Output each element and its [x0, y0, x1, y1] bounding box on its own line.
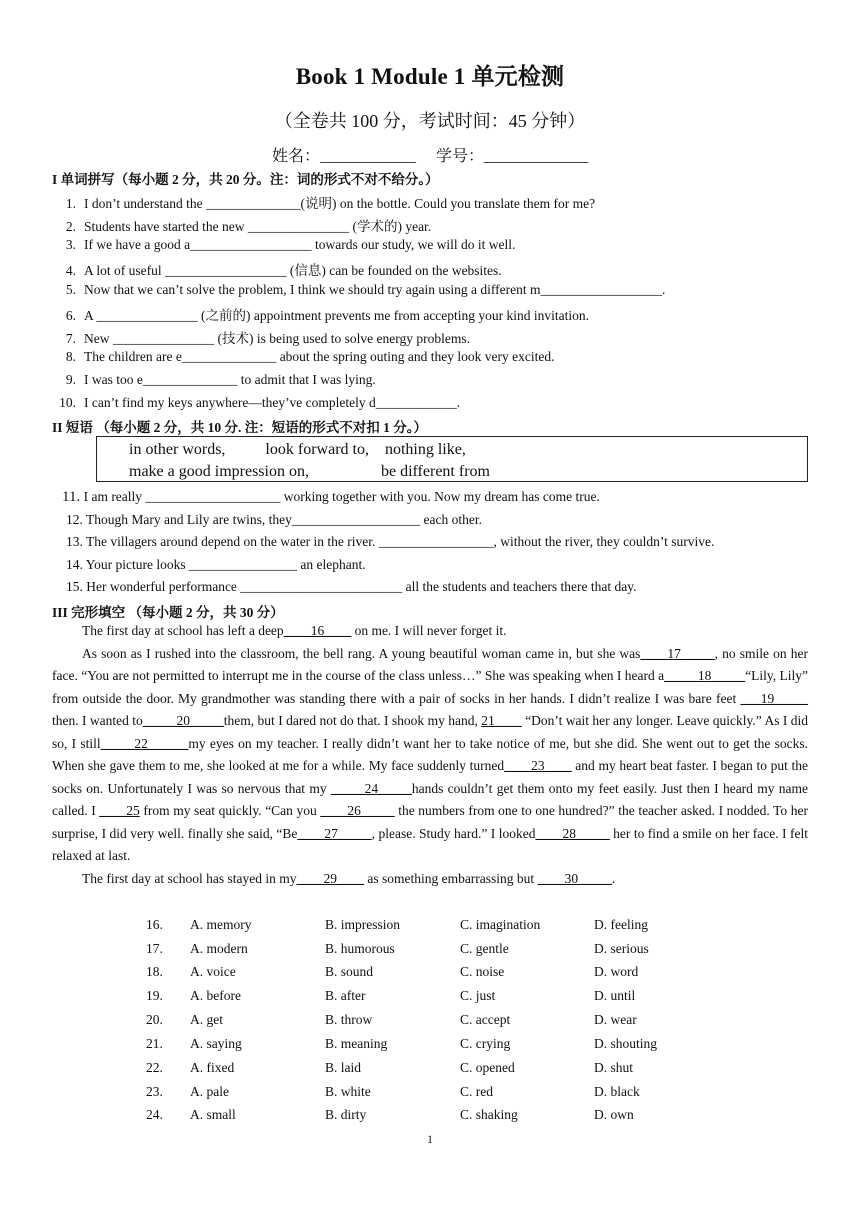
passage-text: her to find a smile on her face. I felt relaxed at last. — [52, 825, 808, 863]
passage-text: from my seat quickly. “Can you — [139, 803, 321, 818]
option-a[interactable]: A. pale — [190, 1084, 229, 1099]
option-b[interactable]: B. after — [325, 988, 366, 1003]
option-b[interactable]: B. laid — [325, 1060, 361, 1075]
option-b[interactable]: B. dirty — [325, 1107, 367, 1122]
question-number: 12. — [66, 512, 83, 527]
question-number: 14. — [66, 557, 83, 572]
id-field[interactable]: 学号：_____________ — [436, 148, 589, 165]
question-number: 6. — [65, 308, 76, 323]
question-1 — [52, 192, 595, 212]
option-number: 19. — [146, 988, 163, 1003]
option-c[interactable]: C. red — [460, 1084, 493, 1099]
option-b[interactable]: B. sound — [325, 964, 374, 979]
question-text: Students have started the new _______________ (学术的) year. — [84, 219, 432, 234]
question-text: New _______________ (技术) is being used to solve energy problems. — [84, 331, 470, 346]
option-c[interactable]: C. just — [460, 988, 496, 1003]
option-c[interactable]: C. crying — [460, 1036, 511, 1051]
question-2 — [52, 215, 431, 235]
option-a[interactable]: A. fixed — [190, 1060, 235, 1075]
question-10 — [52, 395, 460, 411]
page-subtitle: （全卷共 100 分，考试时间：45 分钟） — [274, 111, 586, 131]
question-number: 9. — [65, 372, 76, 387]
blank-19[interactable]: ___19_____ — [740, 690, 808, 706]
option-d[interactable]: D. shut — [594, 1060, 634, 1075]
question-14 — [66, 557, 366, 573]
passage-text: The first day at school has stayed in my — [82, 870, 297, 886]
question-number: 7. — [65, 331, 76, 346]
option-c[interactable]: C. shaking — [460, 1107, 518, 1122]
option-a[interactable]: A. get — [190, 1012, 223, 1027]
question-13 — [66, 534, 714, 550]
question-number: 11. — [62, 489, 81, 505]
passage-text: The first day at school has left a deep — [82, 623, 284, 638]
question-text: If we have a good a__________________ towards our study, we will do it well. — [84, 237, 516, 252]
question-text: A lot of useful __________________ (信息) can be founded on the websites. — [84, 263, 502, 278]
blank-24[interactable]: _____24_____ — [330, 780, 412, 796]
question-number: 13. — [66, 534, 83, 549]
passage-paragraph-1 — [52, 620, 808, 643]
option-d[interactable]: D. own — [594, 1107, 634, 1122]
passage-paragraph-2 — [52, 643, 808, 868]
option-c[interactable]: C. gentle — [460, 941, 509, 956]
page-number: 1 — [427, 1132, 433, 1146]
question-number: 5. — [65, 282, 76, 297]
question-text: Now that we can’t solve the problem, I think we should try again using a different m__________________. — [84, 282, 666, 297]
question-4 — [52, 259, 502, 279]
question-text: Your picture looks ________________ an elephant. — [85, 557, 366, 572]
passage-text: on me. I will never forget it. — [351, 623, 507, 638]
option-a[interactable]: A. saying — [190, 1036, 242, 1051]
blank-16[interactable]: ____16____ — [283, 623, 352, 638]
question-number: 4. — [65, 263, 76, 278]
option-number: 18. — [146, 964, 163, 979]
question-5 — [52, 282, 665, 298]
option-a[interactable]: A. small — [190, 1107, 236, 1122]
question-text: Though Mary and Lily are twins, they___________________ each other. — [86, 512, 482, 527]
option-number: 20. — [146, 1012, 163, 1027]
blank-18[interactable]: _____18_____ — [664, 668, 746, 683]
question-number: 3. — [65, 237, 76, 252]
blank-17[interactable]: ____17_____ — [640, 645, 715, 661]
blank-29[interactable]: ____29____ — [296, 870, 364, 886]
phrase-bank-box — [96, 436, 808, 482]
passage-text: hands couldn’t get them onto my feet easily. Just then I heard my name called. I — [52, 780, 808, 818]
blank-25[interactable]: ____25 — [99, 803, 140, 818]
question-8 — [52, 349, 555, 365]
blank-28[interactable]: ____28_____ — [535, 825, 610, 841]
passage-text: “Lily, Lily” from outside the door. My grandmother was standing there with a pair of socks in her hands. I didn’t realize I was bare feet — [52, 668, 808, 706]
question-text: The villagers around depend on the water in the river. _________________, without the river, they couldn’t survive. — [86, 534, 715, 549]
option-number: 24. — [146, 1107, 163, 1122]
question-15 — [66, 579, 636, 595]
passage-text: as something embarrassing but — [363, 870, 538, 886]
question-text: I can’t find my keys anywhere—they’ve completely d____________. — [84, 395, 461, 410]
option-c[interactable]: C. imagination — [460, 917, 541, 932]
passage-text: the numbers from one to one hundred?” the teacher asked. I nodded. To her surprise, I did very well. finally she said, “Be — [52, 803, 808, 841]
blank-26[interactable]: ____26_____ — [320, 803, 395, 818]
blank-20[interactable]: _____20_____ — [142, 713, 224, 728]
passage-text: “Don’t wait her any longer. Leave quickly.” As I did so, I still — [52, 713, 808, 751]
question-text: I don’t understand the ______________(说明) on the bottle. Could you translate them for me? — [84, 196, 596, 211]
passage-text: and my heart beat faster. I began to put the socks on. Unfortunately I was so nervous that my — [52, 758, 809, 796]
option-c[interactable]: C. opened — [460, 1060, 515, 1075]
question-number: 10. — [59, 395, 76, 410]
question-text: I was too e______________ to admit that I was lying. — [84, 372, 376, 387]
option-number: 17. — [146, 941, 163, 956]
question-11 — [62, 489, 600, 506]
question-number: 1. — [65, 196, 76, 211]
question-number: 2. — [65, 219, 76, 234]
option-b[interactable]: B. meaning — [325, 1036, 388, 1051]
cloze-passage — [52, 620, 808, 890]
option-d[interactable]: D. until — [594, 988, 636, 1003]
question-12 — [66, 512, 482, 528]
option-a[interactable]: A. modern — [190, 941, 248, 956]
phrase-bank-row-1: in other words, look forward to, nothing like, — [129, 441, 466, 458]
option-b[interactable]: B. humorous — [325, 941, 395, 956]
name-id-line — [0, 143, 860, 166]
passage-paragraph-3 — [52, 868, 808, 891]
option-b[interactable]: B. throw — [325, 1012, 373, 1027]
option-a[interactable]: A. memory — [190, 917, 252, 932]
question-text: A _______________ (之前的) appointment prevents me from accepting your kind invitation. — [84, 308, 590, 323]
option-number: 22. — [146, 1060, 163, 1075]
option-number: 23. — [146, 1084, 163, 1099]
page-title: Book 1 Module 1 单元检测 — [295, 64, 565, 89]
blank-30[interactable]: ____30_____ — [537, 870, 612, 886]
phrase-bank-row-2: make a good impression on, be different from — [129, 463, 490, 480]
question-text: The children are e______________ about the spring outing and they look very excited. — [84, 349, 555, 364]
passage-text: , no smile on her face. “You are not permitted to interrupt me in the course of the class unless…” She was speaking when I heard a — [52, 645, 808, 683]
section1-heading: I 单词拼写（每小题 2 分，共 20 分。注：词的形式不对不给分。） — [52, 172, 439, 187]
blank-21[interactable]: 21____ — [481, 713, 522, 728]
question-7 — [52, 327, 470, 347]
option-d[interactable]: D. feeling — [594, 917, 648, 932]
passage-text: , please. Study hard.” I looked — [371, 825, 536, 841]
question-text: Her wonderful performance ________________________ all the students and teachers there that day. — [86, 579, 637, 594]
blank-23[interactable]: ____23____ — [504, 758, 572, 773]
passage-text: As soon as I rushed into the classroom, the bell rang. A young beautiful woman came in, but she was — [82, 645, 641, 661]
option-c[interactable]: C. accept — [460, 1012, 511, 1027]
passage-text: . — [611, 870, 616, 886]
section3-heading: III 完形填空 （每小题 2 分，共 30 分） — [52, 605, 284, 620]
option-d[interactable]: D. word — [594, 964, 639, 979]
section2-heading: II 短语 （每小题 2 分，共 10 分. 注：短语的形式不对扣 1 分。） — [52, 420, 428, 435]
passage-text: them, but I dared not do that. I shook my hand, — [223, 713, 482, 728]
name-field[interactable]: 姓名：____________ — [271, 148, 416, 165]
option-b[interactable]: B. white — [325, 1084, 371, 1099]
question-3 — [52, 237, 515, 253]
question-number: 8. — [65, 349, 76, 364]
blank-27[interactable]: ____27_____ — [297, 825, 372, 841]
option-number: 16. — [146, 917, 163, 932]
option-d[interactable]: D. wear — [594, 1012, 637, 1027]
option-number: 21. — [146, 1036, 163, 1051]
question-text: I am really ____________________ working together with you. Now my dream has come true. — [83, 489, 600, 504]
option-d[interactable]: D. shouting — [594, 1036, 658, 1051]
option-d[interactable]: D. black — [594, 1084, 640, 1099]
option-d[interactable]: D. serious — [594, 941, 649, 956]
question-9 — [52, 372, 376, 388]
option-c[interactable]: C. noise — [460, 964, 505, 979]
question-6 — [52, 304, 589, 324]
passage-text: my eyes on my teacher. I really didn’t want her to take notice of me, but she did. She went out to get the socks. When she gave them to me, she looked at me for a while. My face suddenly turned — [52, 735, 808, 773]
passage-text: then. I wanted to — [52, 713, 143, 728]
option-a[interactable]: A. voice — [190, 964, 236, 979]
question-number: 15. — [66, 579, 83, 594]
option-a[interactable]: A. before — [190, 988, 241, 1003]
blank-22[interactable]: _____22______ — [100, 735, 189, 751]
option-b[interactable]: B. impression — [325, 917, 401, 932]
